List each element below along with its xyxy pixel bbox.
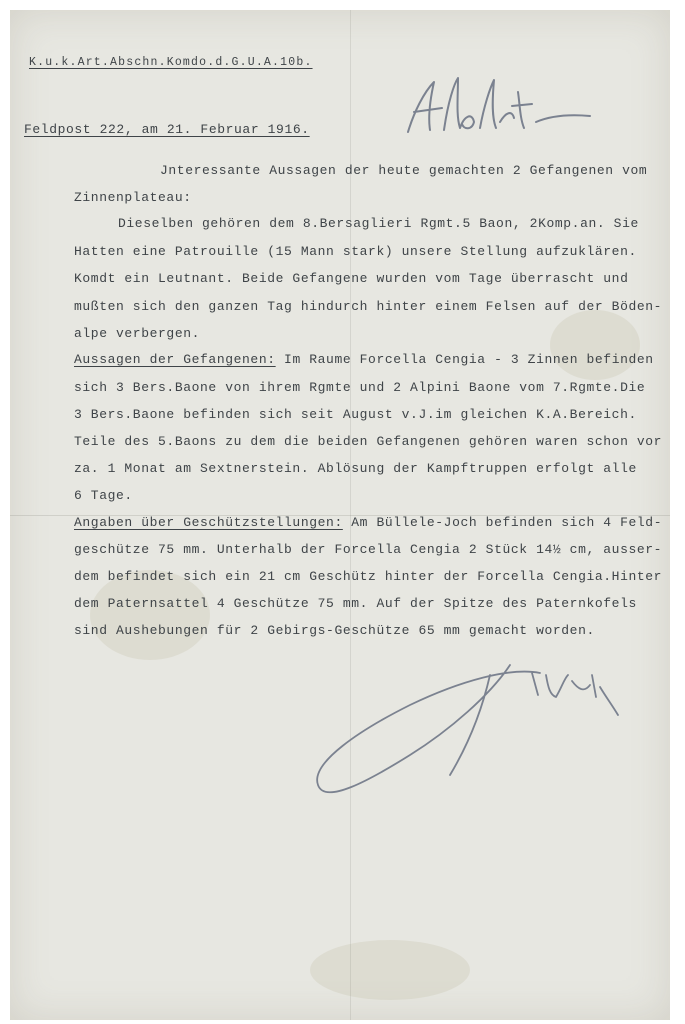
document-page [10,10,670,1020]
paper-stain [310,940,470,1000]
section-line: geschütze 75 mm. Unterhalb der Forcella Cengia 2 Stück 14½ cm, ausser- [74,542,663,557]
date-line: Feldpost 222, am 21. Februar 1916. [24,122,310,137]
section-line: Teile des 5.Baons zu dem die beiden Gefangenen gehören waren schon vor [74,434,663,449]
section-line: sich 3 Bers.Baone von ihrem Rgmte und 2 Alpini Baone vom 7.Rgmte.Die [74,380,646,395]
paper-stain [550,310,640,380]
section-text: Im Raume Forcella Cengia - 3 Zinnen befinden [284,352,654,367]
section-line: za. 1 Monat am Sextnerstein. Ablösung der Kampftruppen erfolgt alle [74,461,637,476]
body-line: mußten sich den ganzen Tag hindurch hinter einem Felsen auf der Böden- [74,299,663,314]
body-line: alpe verbergen. [74,326,201,341]
body-line: Komdt ein Leutnant. Beide Gefangene wurden vom Tage überrascht und [74,271,629,286]
section-line: sind Aushebungen für 2 Gebirgs-Geschütze 65 mm gemacht worden. [74,623,595,638]
body-line: Zinnenplateau: [74,190,192,205]
section-line [74,515,662,531]
section-line: 3 Bers.Baone befinden sich seit August v.J.im gleichen K.A.Bereich. [74,407,637,422]
unit-header: K.u.k.Art.Abschn.Komdo.d.G.U.A.10b. [29,56,313,69]
body-line: Hatten eine Patrouille (15 Mann stark) unsere Stellung aufzuklären. [74,244,637,259]
section-line: 6 Tage. [74,488,133,503]
handwritten-signature [300,635,620,815]
handwritten-initials [400,72,600,142]
body-line: Dieselben gehören dem 8.Bersaglieri Rgmt.5 Baon, 2Komp.an. Sie [118,216,639,231]
body-line: Jnteressante Aussagen der heute gemachten 2 Gefangenen vom [160,163,648,178]
section-text: Am Büllele-Joch befinden sich 4 Feld- [351,515,663,530]
section-line: dem Paternsattel 4 Geschütze 75 mm. Auf der Spitze des Paternkofels [74,596,637,611]
section-line: dem befindet sich ein 21 cm Geschütz hinter der Forcella Cengia.Hinter [74,569,663,584]
section-heading: Angaben über Geschützstellungen: [74,515,343,530]
section-heading: Aussagen der Gefangenen: [74,352,276,367]
section-line [74,352,654,368]
